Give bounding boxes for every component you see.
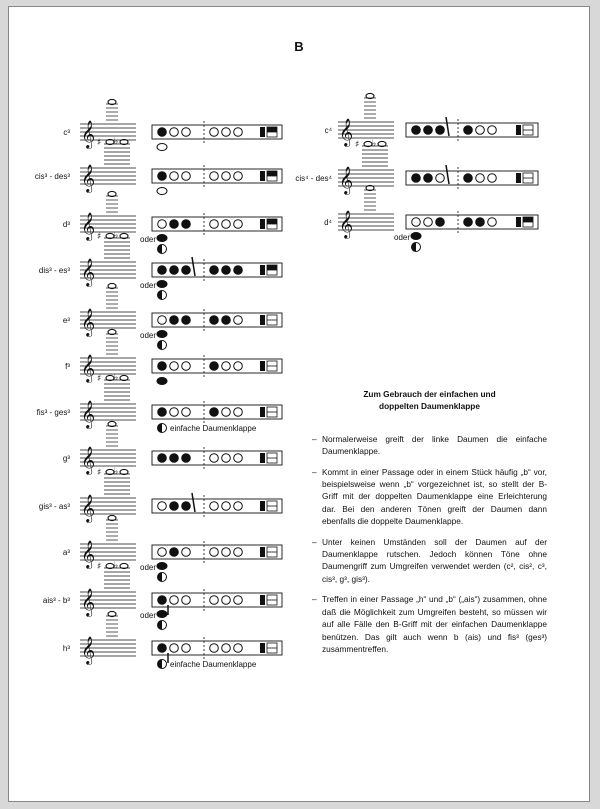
paragraph-2-text: Kommt in einer Passage oder in einem Stück häufig „b“ vor, beispielsweise wenn „b“ vorgezeichnet ist, so stellt der B-Griff mit der doppelten Daumenklappe eine Erleichterung dar. Bei den anderen Tönen greift der Daumen dann ebenfalls die doppelte Daumenklappe. xyxy=(322,466,547,527)
note-label: c⁴ xyxy=(324,126,332,135)
sharp-icon: ♯ xyxy=(355,140,360,150)
flat-icon: ♭ xyxy=(114,467,119,477)
open-hole xyxy=(210,454,219,463)
key-block xyxy=(260,265,265,275)
closed-hole xyxy=(222,266,231,275)
closed-hole xyxy=(158,408,167,417)
open-hole xyxy=(234,408,243,417)
open-hole xyxy=(488,126,497,135)
open-hole xyxy=(476,126,485,135)
thumb-hole-closed xyxy=(157,378,167,385)
closed-hole xyxy=(170,548,179,557)
thumb-key-note: einfache Daumenklappe xyxy=(170,424,257,433)
page-letter: B xyxy=(294,39,304,54)
closed-hole xyxy=(424,126,433,135)
oder-label: oder xyxy=(140,235,157,244)
open-hole xyxy=(222,362,231,371)
sharp-icon: ♯ xyxy=(97,138,102,148)
fingering-d4 xyxy=(324,185,538,251)
open-hole xyxy=(222,502,231,511)
closed-hole xyxy=(210,316,219,325)
note-label: gis³ - as³ xyxy=(38,502,70,511)
open-hole xyxy=(222,172,231,181)
fingering-a3 xyxy=(63,515,282,581)
open-hole xyxy=(234,220,243,229)
thumb-hole-closed xyxy=(157,235,167,242)
note-label: dis³ - es³ xyxy=(38,266,70,275)
open-hole xyxy=(182,128,191,137)
key-block xyxy=(260,547,265,557)
key-block xyxy=(260,171,265,181)
closed-hole xyxy=(158,266,167,275)
open-hole xyxy=(182,644,191,653)
sharp-icon: ♯ xyxy=(97,232,102,242)
treble-clef-icon: 𝄞 xyxy=(81,164,96,192)
key-slash-mark xyxy=(192,257,195,276)
key-block xyxy=(260,219,265,229)
open-hole xyxy=(424,218,433,227)
closed-hole xyxy=(170,220,179,229)
fingering-c4 xyxy=(325,93,538,147)
closed-hole xyxy=(436,218,445,227)
paragraph-3-text: Unter keinen Umständen soll der Daumen auf der Daumenklappe rutschen. Jedoch können Töne ohne Daumengriff zum Umgreifen verwendet werden (c², cis², c³, cis³, g³, gis³). xyxy=(322,536,547,584)
key-block xyxy=(260,453,265,463)
treble-clef-icon: 𝄞 xyxy=(81,494,96,522)
flat-icon: ♭ xyxy=(372,139,377,149)
paragraph-2: – Kommt in einer Passage oder in einem Stück häufig „b“ vor, beispielsweise wenn „b“ vorgezeichnet ist, so stellt der B-Griff mit der doppelten Daumenklappe eine Erleichterung dar. Bei den anderen Tönen greift der Daumen dann ebenfalls die doppelte Daumenklappe. xyxy=(312,466,547,527)
treble-clef-icon: 𝄞 xyxy=(81,354,96,382)
note-label: cis⁴ - des⁴ xyxy=(295,174,332,183)
thumb-hole-closed xyxy=(157,281,167,288)
open-hole xyxy=(158,502,167,511)
note-label: a³ xyxy=(62,548,70,557)
note-label: d⁴ xyxy=(324,218,332,227)
open-hole xyxy=(170,644,179,653)
treble-clef-icon: 𝄞 xyxy=(339,210,354,238)
closed-hole xyxy=(158,362,167,371)
note-label: ais³ - b³ xyxy=(42,596,70,605)
thumb-hole-open xyxy=(157,144,167,151)
key-block xyxy=(516,125,521,135)
open-hole xyxy=(182,172,191,181)
treble-clef-icon: 𝄞 xyxy=(81,120,96,148)
text-block xyxy=(312,388,547,663)
open-hole xyxy=(222,596,231,605)
note-label: f³ xyxy=(65,362,70,371)
note-label: c³ xyxy=(63,128,70,137)
text-heading xyxy=(312,388,547,413)
open-hole xyxy=(234,128,243,137)
open-hole xyxy=(222,454,231,463)
open-hole xyxy=(210,644,219,653)
open-hole xyxy=(158,316,167,325)
double-key-filled xyxy=(267,127,277,132)
open-hole xyxy=(234,548,243,557)
paragraph-3: – Unter keinen Umständen soll der Daumen auf der Daumenklappe rutschen. Jedoch können Töne ohne Daumengriff zum Umgreifen verwendet werden (c², cis², c³, cis³, g³, gis³). xyxy=(312,536,547,584)
closed-hole xyxy=(170,454,179,463)
oder-label: oder xyxy=(140,331,157,340)
open-hole xyxy=(222,128,231,137)
closed-hole xyxy=(424,174,433,183)
note-label: g³ xyxy=(62,454,70,463)
paragraph-1: – Normalerweise greift der linke Daumen die einfache Daumenklappe. xyxy=(312,433,547,457)
key-block xyxy=(260,595,265,605)
text-heading-line2: doppelten Daumenklappe xyxy=(379,401,480,412)
open-hole xyxy=(222,548,231,557)
flat-icon: ♭ xyxy=(114,231,119,241)
open-hole xyxy=(488,218,497,227)
closed-hole xyxy=(170,266,179,275)
closed-hole xyxy=(464,126,473,135)
open-hole xyxy=(210,172,219,181)
key-block xyxy=(516,173,521,183)
closed-hole xyxy=(182,266,191,275)
closed-hole xyxy=(464,218,473,227)
oder-label: oder xyxy=(140,281,157,290)
key-block xyxy=(260,643,265,653)
open-hole xyxy=(210,128,219,137)
key-block xyxy=(260,361,265,371)
fingering-gis3-as3 xyxy=(39,467,282,523)
open-hole xyxy=(170,408,179,417)
note-label: fis³ - ges³ xyxy=(36,408,70,417)
thumb-hole-open xyxy=(157,188,167,195)
open-hole xyxy=(210,596,219,605)
double-key-filled xyxy=(267,171,277,176)
note-label: e³ xyxy=(62,316,70,325)
fingering-e3 xyxy=(63,283,282,349)
key-block xyxy=(516,217,521,227)
open-hole xyxy=(210,502,219,511)
closed-hole xyxy=(210,362,219,371)
treble-clef-icon: 𝄞 xyxy=(81,540,96,568)
key-block xyxy=(260,501,265,511)
closed-hole xyxy=(412,126,421,135)
open-hole xyxy=(222,220,231,229)
closed-hole xyxy=(170,316,179,325)
open-hole xyxy=(170,172,179,181)
open-hole xyxy=(234,362,243,371)
key-block xyxy=(260,315,265,325)
closed-hole xyxy=(182,502,191,511)
treble-clef-icon: 𝄞 xyxy=(81,308,96,336)
flat-icon: ♭ xyxy=(114,137,119,147)
open-hole xyxy=(234,644,243,653)
closed-hole xyxy=(210,408,219,417)
paragraph-1-text: Normalerweise greift der linke Daumen die einfache Daumenklappe. xyxy=(322,433,547,457)
oder-label: oder xyxy=(140,563,157,572)
double-key-filled xyxy=(267,265,277,270)
text-heading-line1: Zum Gebrauch der einfachen und xyxy=(363,389,496,399)
open-hole xyxy=(222,408,231,417)
fingering-d3 xyxy=(63,191,282,253)
open-hole xyxy=(412,218,421,227)
open-hole xyxy=(182,408,191,417)
flat-icon: ♭ xyxy=(114,561,119,571)
closed-hole xyxy=(170,502,179,511)
treble-clef-icon: 𝄞 xyxy=(81,400,96,428)
key-block xyxy=(260,407,265,417)
treble-clef-icon: 𝄞 xyxy=(81,212,96,240)
open-hole xyxy=(234,454,243,463)
open-hole xyxy=(170,128,179,137)
fingering-cis4-des4 xyxy=(295,139,538,195)
open-hole xyxy=(210,220,219,229)
open-hole xyxy=(436,174,445,183)
open-hole xyxy=(158,548,167,557)
closed-hole xyxy=(476,218,485,227)
treble-clef-icon: 𝄞 xyxy=(81,588,96,616)
oder-label: oder xyxy=(140,611,157,620)
open-hole xyxy=(222,644,231,653)
closed-hole xyxy=(464,174,473,183)
note-label: h³ xyxy=(62,644,70,653)
double-key-filled xyxy=(267,219,277,224)
closed-hole xyxy=(222,316,231,325)
treble-clef-icon: 𝄞 xyxy=(81,636,96,664)
fingering-ais3-b3 xyxy=(43,561,282,630)
treble-clef-icon: 𝄞 xyxy=(339,118,354,146)
thumb-hole-closed xyxy=(411,233,421,240)
open-hole xyxy=(488,174,497,183)
open-hole xyxy=(182,362,191,371)
note-label: cis³ - des³ xyxy=(34,172,70,181)
open-hole xyxy=(234,502,243,511)
thumb-hole-closed xyxy=(157,611,167,618)
closed-hole xyxy=(158,454,167,463)
open-hole xyxy=(170,362,179,371)
thumb-key-note: einfache Daumenklappe xyxy=(170,660,257,669)
closed-hole xyxy=(158,128,167,137)
open-hole xyxy=(476,174,485,183)
closed-hole xyxy=(158,644,167,653)
treble-clef-icon: 𝄞 xyxy=(81,446,96,474)
open-hole xyxy=(234,596,243,605)
closed-hole xyxy=(182,316,191,325)
key-slash-mark xyxy=(446,117,449,136)
thumb-hole-closed xyxy=(157,331,167,338)
key-slash-mark xyxy=(446,165,449,184)
sharp-icon: ♯ xyxy=(97,374,102,384)
closed-hole xyxy=(234,266,243,275)
closed-hole xyxy=(158,172,167,181)
sharp-icon: ♯ xyxy=(97,468,102,478)
closed-hole xyxy=(158,596,167,605)
treble-clef-icon: 𝄞 xyxy=(339,166,354,194)
treble-clef-icon: 𝄞 xyxy=(81,258,96,286)
closed-hole xyxy=(412,174,421,183)
double-key-filled xyxy=(523,217,533,222)
closed-hole xyxy=(182,454,191,463)
paragraph-4: – Treffen in einer Passage „h“ und „b“ („ais“) zusammen, ohne daß die Möglichkeit zum Umgreifen besteht, so müssen wir auf alle Fälle den B-Griff mit der einfachen Daumenklappe benützen. Das gilt auch wenn b (ais) und fis³ (ges³) zusammentreffen. xyxy=(312,594,547,654)
open-hole xyxy=(234,172,243,181)
open-hole xyxy=(182,548,191,557)
key-block xyxy=(260,127,265,137)
flat-icon: ♭ xyxy=(114,373,119,383)
key-slash-mark xyxy=(192,493,195,512)
fingering-h3 xyxy=(63,611,282,669)
open-hole xyxy=(210,548,219,557)
sharp-icon: ♯ xyxy=(97,562,102,572)
closed-hole xyxy=(182,220,191,229)
open-hole xyxy=(158,220,167,229)
closed-hole xyxy=(436,126,445,135)
closed-hole xyxy=(210,266,219,275)
oder-label: oder xyxy=(394,233,411,242)
open-hole xyxy=(170,596,179,605)
thumb-hole-closed xyxy=(157,563,167,570)
open-hole xyxy=(234,316,243,325)
note-label: d³ xyxy=(62,220,70,229)
open-hole xyxy=(182,596,191,605)
paragraph-4-text: Treffen in einer Passage „h“ und „b“ („ais“) zusammen, ohne daß die Möglichkeit zum Umgreifen besteht, so müssen wir auf alle Fälle den B-Griff mit der einfachen Daumenklappe benützen. Das gilt auch wenn b (ais) und fis³ (ges³) zusammentreffen. xyxy=(322,594,547,654)
